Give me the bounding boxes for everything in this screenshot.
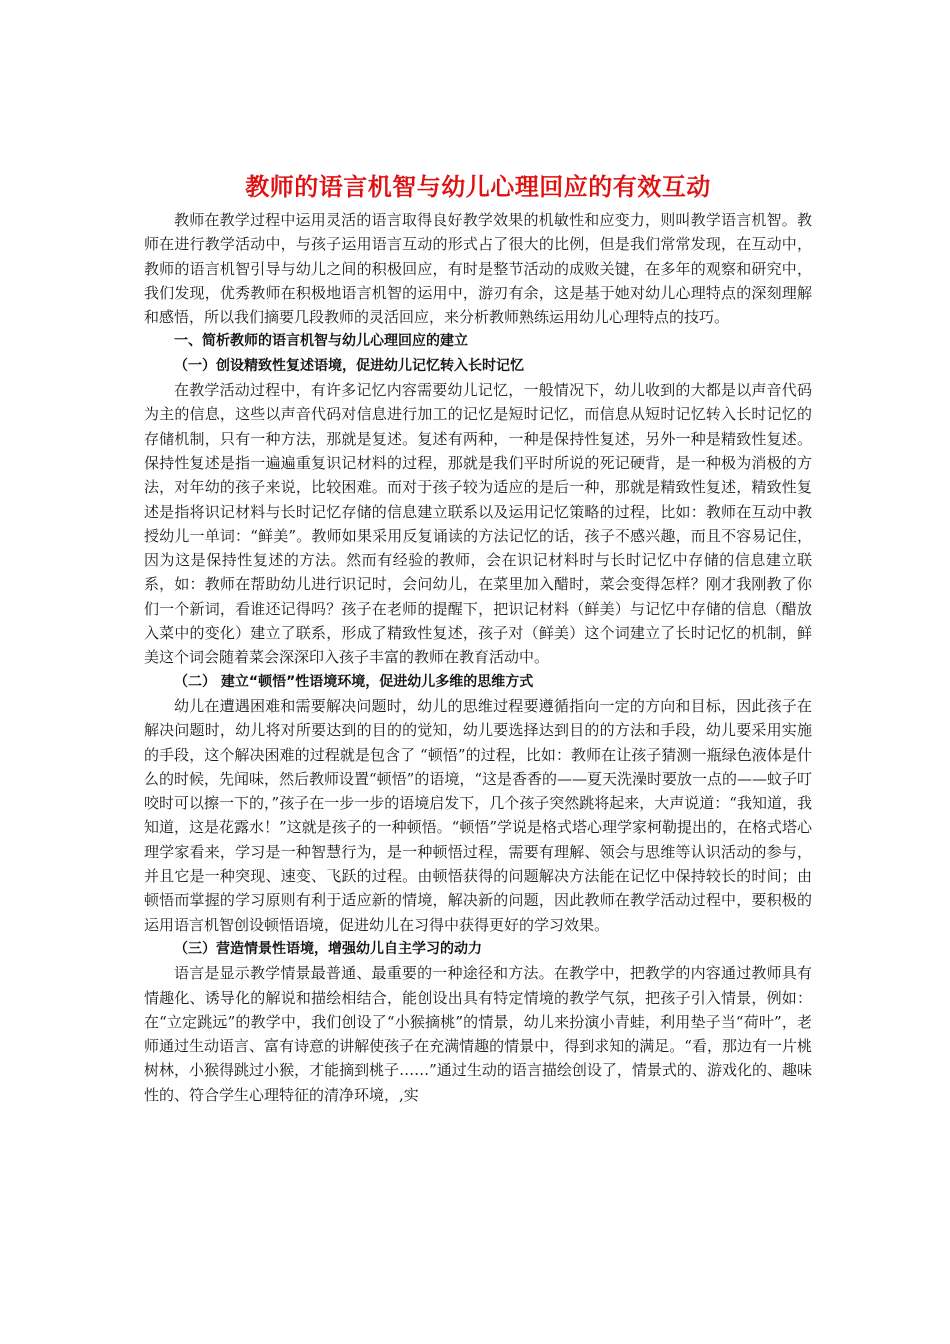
document-body xyxy=(144,172,812,1107)
subsection-heading-1: （一）创设精致性复述语境，促进幼儿记忆转入长时记忆 xyxy=(174,357,524,374)
subsection-paragraph-2: 幼儿在遭遇困难和需要解决问题时，幼儿的思维过程要遵循指向一定的方向和目标，因此孩子在解决问题时，幼儿将对所要达到的目的的觉知，幼儿要选择达到目的的方法和手段，幼儿要采用实施的手段，这个解决困难的过程就是包含了 “顿悟”的过程，比如：教师在让孩子猜测一瓶绿色液体是什么的时候，先闻味，然后教师设置“顿悟”的语境，“这是香香的——夏天洗澡时要放一点的——蚊子叮咬时可以擦一下的，”孩子在一步一步的语境启发下，几个孩子突然跳将起来，大声说道：“我知道，我知道，这是花露水！”这就是孩子的一种顿悟。“顿悟”学说是格式塔心理学家柯勒提出的，在格式塔心理学家看来，学习是一种智慧行为，是一种顿悟过程，需要有理解、领会与思维等认识活动的参与，并且它是一种突现、速变、飞跃的过程。由顿悟获得的问题解决方法能在记忆中保持较长的时间；由顿悟而掌握的学习原则有利于适应新的情境，解决新的问题，因此教师在教学活动过程中，要积极的运用语言机智创设顿悟语境，促进幼儿在习得中获得更好的学习效果。 xyxy=(144,696,813,934)
subsection-paragraph-1: 在教学活动过程中，有许多记忆内容需要幼儿记忆，一般情况下，幼儿收到的大都是以声音代码为主的信息，这些以声音代码对信息进行加工的记忆是短时记忆，而信息从短时记忆转入长时记忆的存储机制，只有一种方法，那就是复述。复述有两种，一种是保持性复述，另外一种是精致性复述。保持性复述是指一遍遍重复识记材料的过程，那就是我们平时所说的死记硬背，是一种极为消极的方法，对年幼的孩子来说，比较困难。而对于孩子较为适应的是后一种，那就是精致性复述，精致性复述是指将识记材料与长时记忆存储的信息建立联系以及运用记忆策略的过程，比如：教师在互动中教授幼儿一单词：“鲜美”。教师如果采用反复诵读的方法记忆的话，孩子不感兴趣，而且不容易记住，因为这是保持性复述的方法。然而有经验的教师，会在识记材料时与长时记忆中存储的信息建立联系，如：教师在帮助幼儿进行识记时，会问幼儿，在菜里加入醋时，菜会变得怎样？刚才我刚教了你们一个新词，看谁还记得吗？孩子在老师的提醒下，把识记材料（鲜美）与记忆中存储的信息（醋放入菜中的变化）建立了联系，形成了精致性复述，孩子对（鲜美）这个词建立了长时记忆的机制，鲜美这个词会随着菜会深深印入孩子丰富的教师在教育活动中。 xyxy=(144,381,812,667)
subsection-heading-3: （三）营造情景性语境，增强幼儿自主学习的动力 xyxy=(174,940,482,957)
intro-paragraph: 教师在教学过程中运用灵活的语言取得良好教学效果的机敏性和应变力，则叫教学语言机智。教师在进行教学活动中，与孩子运用语言互动的形式占了很大的比例，但是我们常常发现，在互动中，教师的语言机智引导与幼儿之间的积极回应，有时是整节活动的成败关键，在多年的观察和研究中，我们发现，优秀教师在积极地语言机智的运用中，游刃有余，这是基于她对幼儿心理特点的深刻理解和感悟，所以我们摘要几段教师的灵活回应，来分析教师熟练运用幼儿心理特点的技巧。 xyxy=(144,211,812,327)
subsection-paragraph-3: 语言是显示教学情景最普通、最重要的一种途径和方法。在教学中，把教学的内容通过教师具有情趣化、诱导化的解说和描绘相结合，能创设出具有特定情境的教学气氛，把孩子引入情景，例如：在“立定跳远”的教学中，我们创设了“小猴摘桃”的情景，幼儿来扮演小青蛙，利用垫子当“荷叶”，老师通过生动语言、富有诗意的讲解使孩子在充满情趣的情景中，得到求知的满足。“看，那边有一片桃树林，小猴得跳过小猴，才能摘到桃子……”通过生动的语言描绘创设了，情景式的、游戏化的、趣味性的、符合学生心理特征的清净环境，,实 xyxy=(144,964,812,1104)
section-heading-1: 一、简析教师的语言机智与幼儿心理回应的建立 xyxy=(174,333,468,350)
document-title: 教师的语言机智与幼儿心理回应的有效互动 xyxy=(245,173,711,201)
subsection-heading-2: （二） 建立“顿悟”性语境环境，促进幼儿多维的思维方式 xyxy=(174,673,534,690)
